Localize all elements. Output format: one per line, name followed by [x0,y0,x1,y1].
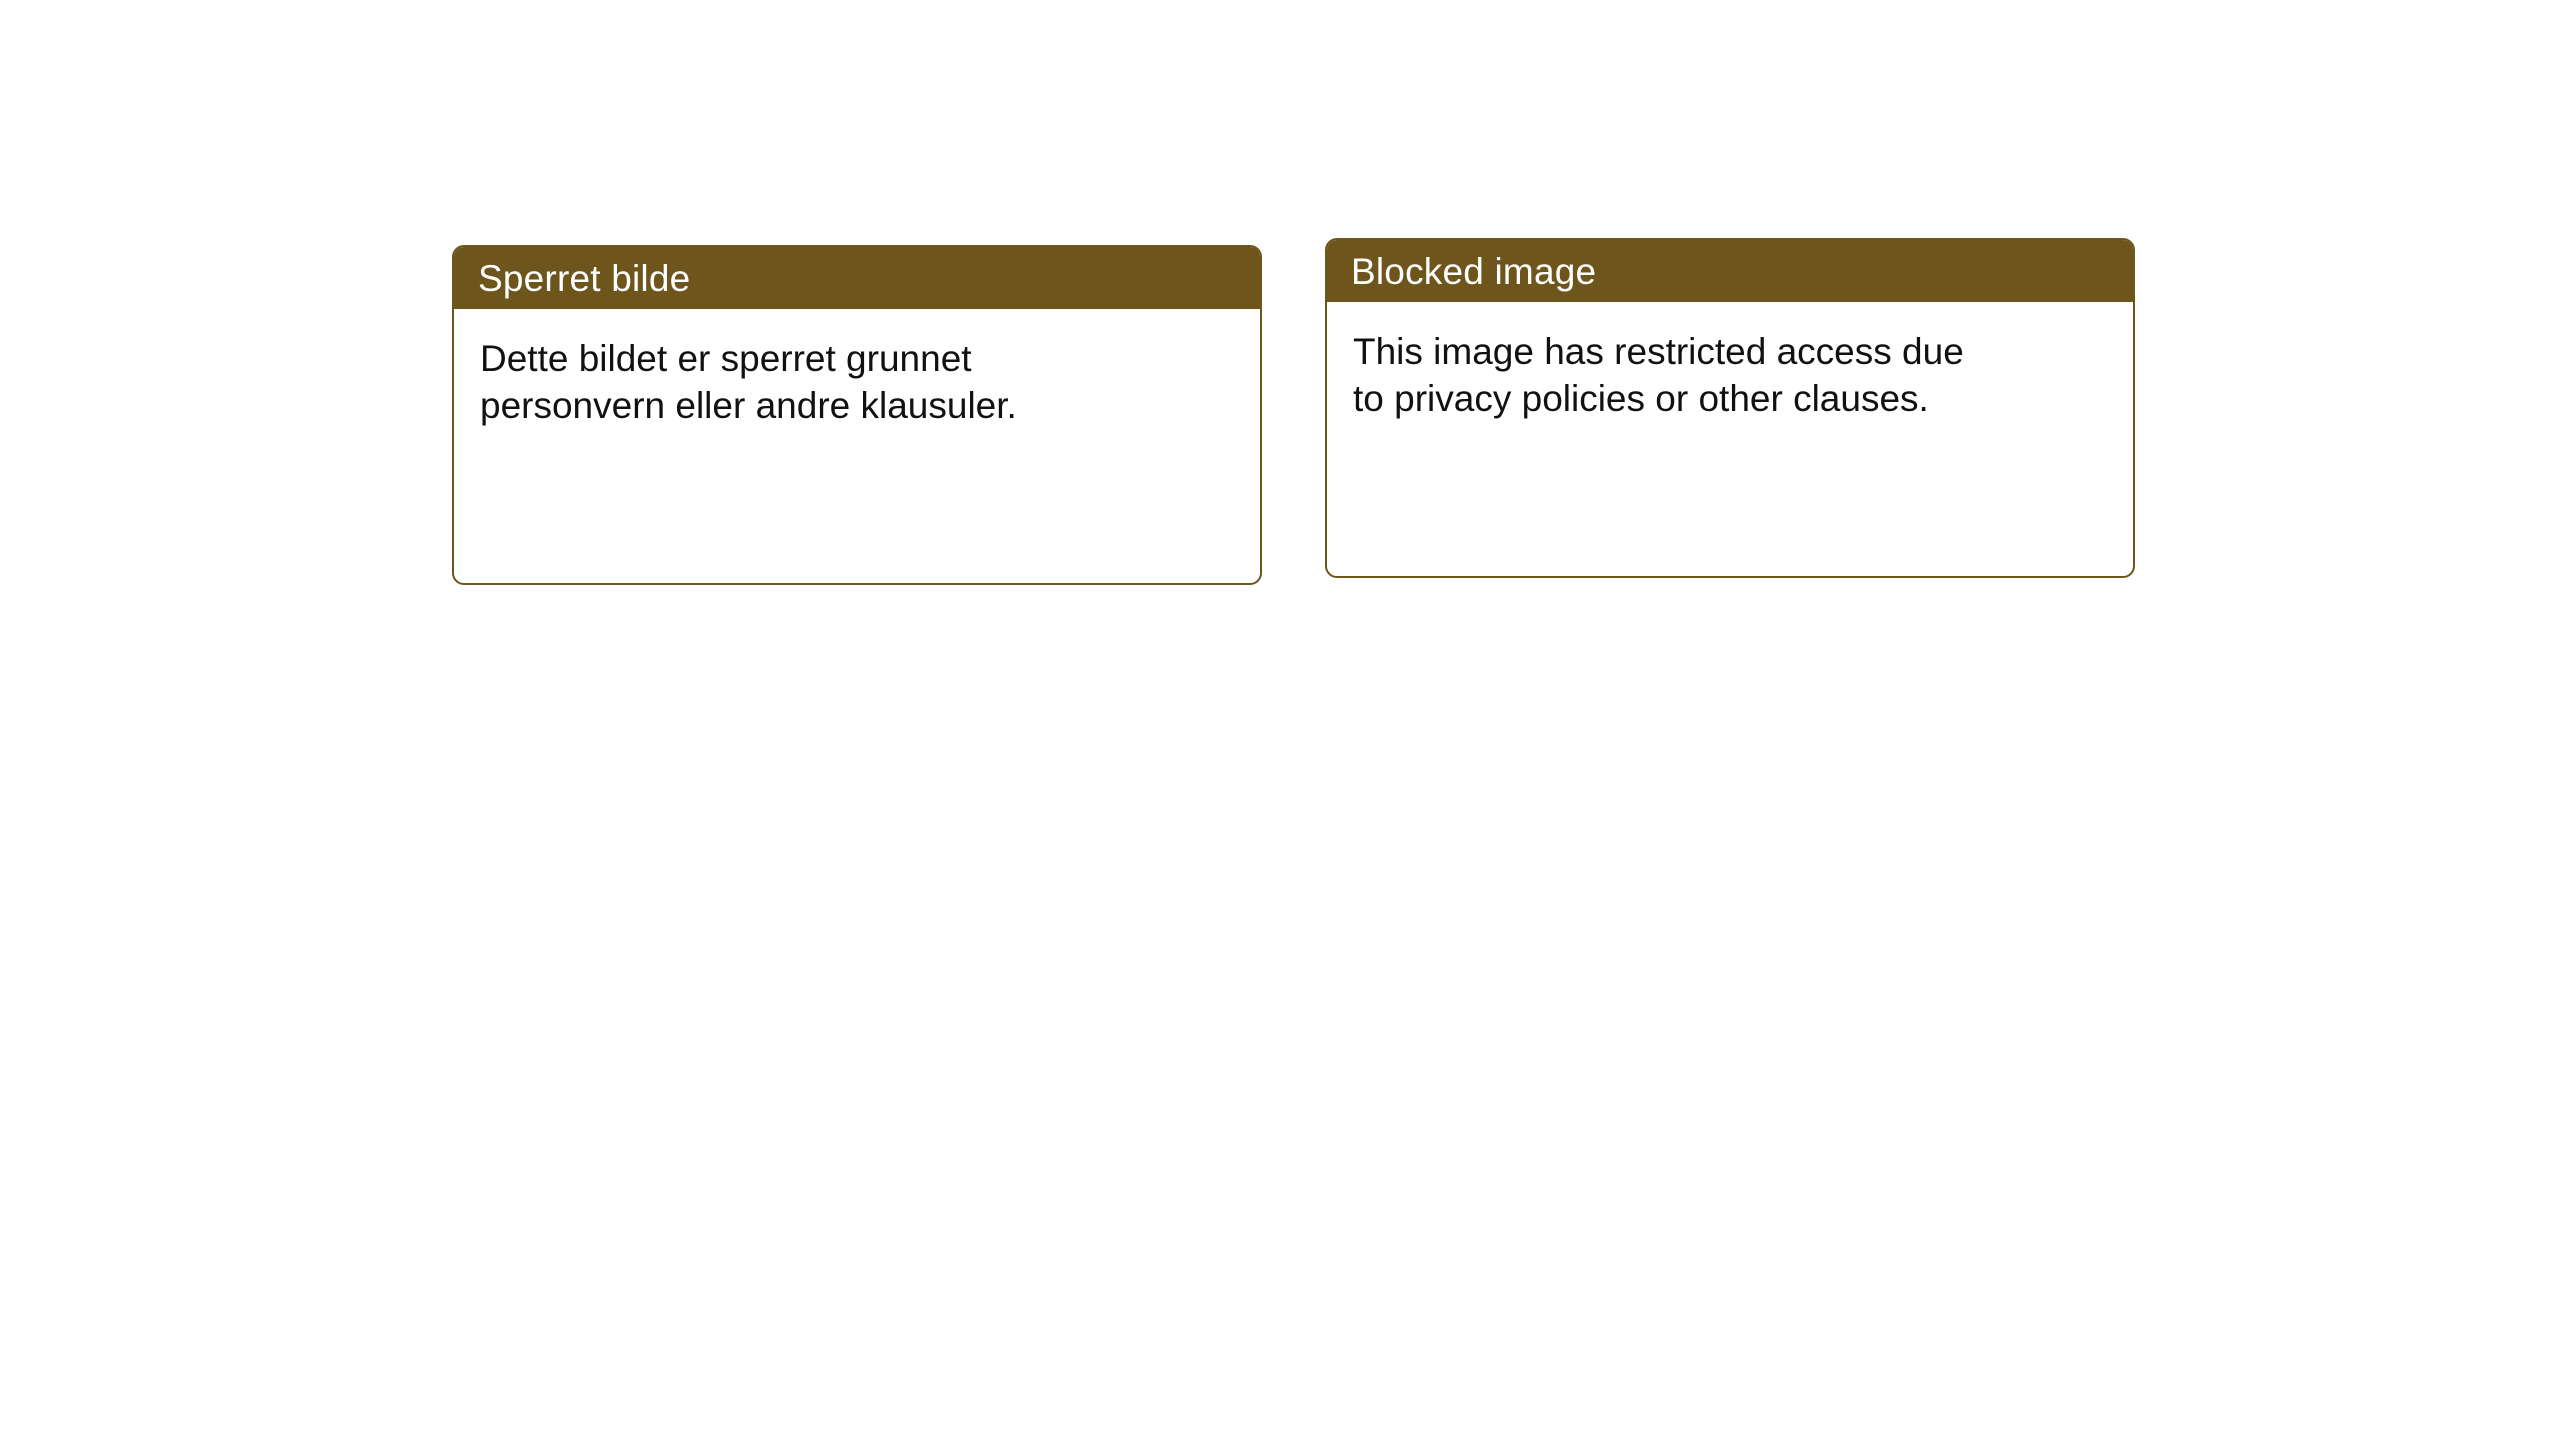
blocked-image-notice-no [452,245,1262,585]
notice-message-no: Dette bildet er sperret grunnet personvern eller andre klausuler. [480,338,1017,427]
notice-message-en: This image has restricted access due to privacy policies or other clauses. [1353,331,1964,420]
notice-title-no: Sperret bilde [478,257,691,299]
notice-header-no [454,247,1260,309]
blocked-image-notice-en [1325,238,2135,578]
notice-header-en [1327,240,2133,302]
notice-body-en [1327,302,2133,423]
notice-body-no [454,309,1260,430]
notice-title-en: Blocked image [1351,250,1597,292]
